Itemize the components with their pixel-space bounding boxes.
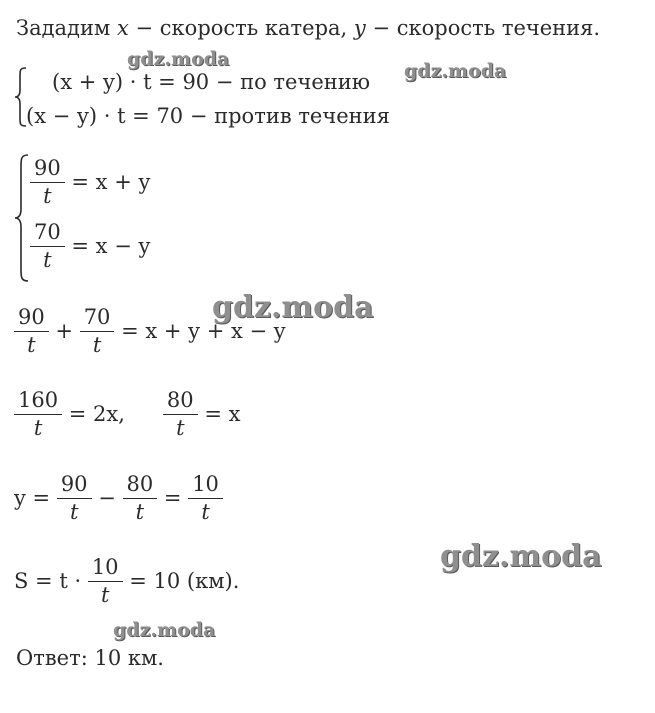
operator: − (91, 486, 123, 510)
fraction (59, 474, 90, 523)
fraction (90, 557, 121, 606)
var-y: y (353, 16, 366, 40)
fraction-denominator: t (30, 246, 65, 271)
fraction-numerator: 90 (34, 156, 61, 180)
fraction-denominator: t (30, 182, 65, 207)
fraction-numerator: 10 (192, 472, 219, 496)
fraction-denominator: t (80, 331, 115, 356)
intro-text (16, 18, 600, 39)
fraction (165, 390, 196, 439)
intro-part: − скорость течения. (365, 16, 601, 40)
system2-line2 (30, 222, 150, 271)
equation-rhs: = 10 (км). (122, 569, 240, 593)
watermark: gdz.moda (440, 539, 602, 574)
fraction-denominator: t (188, 498, 223, 523)
fraction-denominator: t (57, 498, 92, 523)
fraction (16, 390, 60, 439)
fraction-numerator: 90 (18, 305, 45, 329)
equation-rhs: = x + y (64, 170, 151, 194)
fraction-numerator: 80 (166, 388, 194, 412)
intro-part: − скорость катера, (128, 16, 354, 40)
fraction (125, 474, 156, 523)
fraction (82, 307, 113, 356)
var-x: x (117, 16, 129, 40)
fraction (190, 474, 221, 523)
y-equation (14, 474, 223, 523)
fraction (32, 222, 63, 271)
equation-comment: − против течения (183, 104, 390, 128)
answer-text: Ответ: 10 км. (16, 646, 164, 670)
equation-rhs: = x − y (64, 234, 151, 258)
equation-comment: − по течению (209, 70, 371, 94)
equation-lhs: y = (14, 486, 57, 510)
equation: (x − y) · t = 70 (26, 104, 184, 128)
fraction (32, 158, 63, 207)
fraction-denominator: t (14, 414, 62, 439)
fraction-numerator: 70 (83, 305, 111, 329)
system1-line2 (26, 106, 390, 127)
fraction-denominator: t (14, 331, 49, 356)
equation-part: = 2x, (62, 402, 125, 426)
fraction-numerator: 90 (60, 472, 88, 496)
equation-rhs: = x + y + x − y (114, 319, 286, 343)
equation-lhs: S = t · (14, 569, 88, 593)
operator: = (157, 486, 189, 510)
fraction-denominator: t (123, 498, 158, 523)
equation-rhs: = x (197, 402, 241, 426)
fraction-numerator: 160 (18, 388, 59, 412)
fraction-numerator: 80 (126, 472, 154, 496)
system1-line1 (52, 72, 370, 93)
watermark: gdz.moda (113, 619, 216, 641)
watermark: gdz.moda (404, 60, 507, 82)
fraction-denominator: t (88, 581, 123, 606)
intro-part: Зададим (16, 16, 117, 40)
fraction-denominator: t (163, 414, 198, 439)
system-brace-2 (14, 153, 30, 283)
system2-line1 (30, 158, 150, 207)
distance-equation (14, 557, 239, 606)
fraction-numerator: 10 (91, 555, 119, 579)
equation: (x + y) · t = 90 (52, 70, 210, 94)
solve-equation (14, 390, 240, 439)
fraction (16, 307, 47, 356)
watermark: gdz.moda (127, 48, 230, 70)
watermark: gdz.moda (212, 290, 374, 325)
operator: + (48, 319, 80, 343)
fraction-numerator: 70 (34, 220, 61, 244)
